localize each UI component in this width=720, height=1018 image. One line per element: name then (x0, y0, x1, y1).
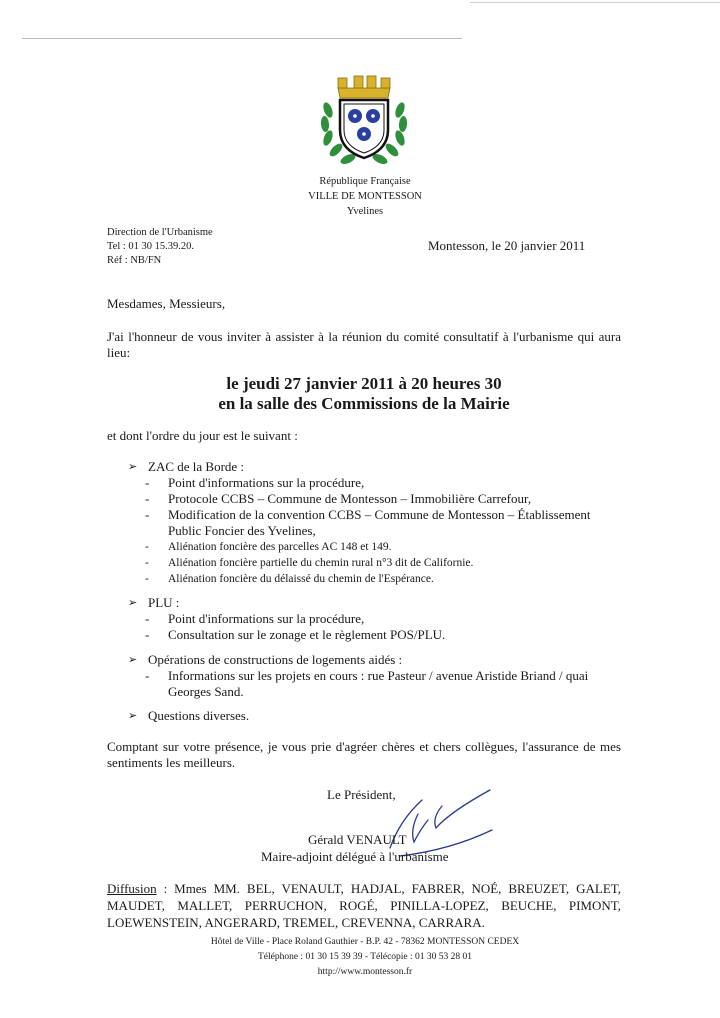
agenda-item: - Informations sur les projets en cours : rue Pasteur / avenue Aristide Briand / quai Georges Sand. (145, 668, 589, 699)
meeting-date: le jeudi 27 janvier 2011 à 20 heures 30 (226, 374, 502, 393)
agenda-section (128, 708, 621, 724)
city-name: VILLE DE MONTESSON (308, 191, 422, 202)
department-name: Yvelines (346, 206, 384, 217)
agenda-section-title: PLU : (148, 595, 180, 610)
agenda-item: - Point d'informations sur la procédure, (145, 475, 365, 490)
sender-reference: Réf : NB/FN (107, 255, 162, 266)
agenda-section (128, 459, 621, 587)
scan-line (470, 2, 720, 3)
signatory-name: Gérald VENAULT (308, 832, 407, 847)
republic-label: République Française (319, 176, 411, 187)
agenda-item: - Consultation sur le zonage et le règlement POS/PLU. (145, 627, 446, 642)
agenda-item: - Aliénation foncière des parcelles AC 148 et 149. (145, 541, 392, 553)
diffusion-list (107, 880, 621, 931)
arrowhead-icon: ➢ (128, 461, 138, 473)
agenda-item-list (128, 668, 621, 700)
salutation: Mesdames, Messieurs, (107, 296, 226, 311)
agenda-item: - Aliénation foncière partielle du chemin rural n°3 dit de Californie. (145, 557, 474, 569)
scan-line (22, 38, 462, 39)
agenda-item: - Point d'informations sur la procédure, (145, 611, 365, 626)
agenda-section-title: Questions diverses. (148, 708, 250, 723)
footer-phone: Téléphone : 01 30 15 39 39 - Télécopie : 01 30 53 28 01 (257, 952, 473, 962)
footer (150, 935, 580, 980)
footer-url: http://www.montesson.fr (317, 967, 413, 977)
arrowhead-icon: ➢ (128, 710, 138, 722)
intro-paragraph: J'ai l'honneur de vous inviter à assister à la réunion du comité consultatif à l'urbanisme qui aura lieu: (107, 329, 621, 360)
agenda-item: - Aliénation foncière du délaissé du chemin de l'Espérance. (145, 573, 434, 585)
agenda-section-title: Opérations de constructions de logements aidés : (148, 652, 403, 667)
footer-address: Hôtel de Ville - Place Roland Gauthier - B.P. 42 - 78362 MONTESSON CEDEX (210, 937, 520, 947)
diffusion-recipients: : Mmes MM. BEL, VENAULT, HADJAL, FABRER, NOÉ, BREUZET, GALET, MAUDET, MALLET, PERRUCHON, ROGÉ, PINILLA-LOPEZ, BEUCHE, PIMONT, LOEWENSTEIN, ANGERARD, TREMEL, CREVENNA, CARRARA. (107, 881, 621, 930)
agenda-section (128, 652, 621, 700)
date-line: Montesson, le 20 janvier 2011 (428, 238, 586, 253)
diffusion-label: Diffusion (107, 881, 157, 896)
signatory-role: Maire-adjoint délégué à l'urbanisme (261, 849, 449, 864)
agenda-item-list (128, 611, 621, 643)
sender-service: Direction de l'Urbanisme (107, 227, 213, 238)
agenda-intro: et dont l'ordre du jour est le suivant : (107, 428, 298, 443)
agenda-item-list (128, 475, 621, 587)
agenda-item: - Protocole CCBS – Commune de Montesson – Immobilière Carrefour, (145, 491, 532, 506)
letterhead (260, 174, 470, 219)
sender-phone: Tel : 01 30 15.39.20. (107, 241, 195, 252)
signature-title: Le Président, (327, 787, 396, 802)
meeting-place: en la salle des Commissions de la Mairie (218, 394, 510, 413)
closing-paragraph: Comptant sur votre présence, je vous prie d'agréer chères et chers collègues, l'assurance de mes sentiments les meilleurs. (107, 739, 621, 770)
meeting-details (107, 374, 621, 414)
arrowhead-icon: ➢ (128, 597, 138, 609)
arrowhead-icon: ➢ (128, 654, 138, 666)
sender-block (107, 226, 213, 268)
agenda-item: - Modification de la convention CCBS – Commune de Montesson – Établissement Public Foncier des Yvelines, (145, 507, 591, 538)
agenda-section-title: ZAC de la Borde : (148, 459, 245, 474)
coat-of-arms-icon (316, 70, 412, 170)
agenda-section (128, 595, 621, 643)
